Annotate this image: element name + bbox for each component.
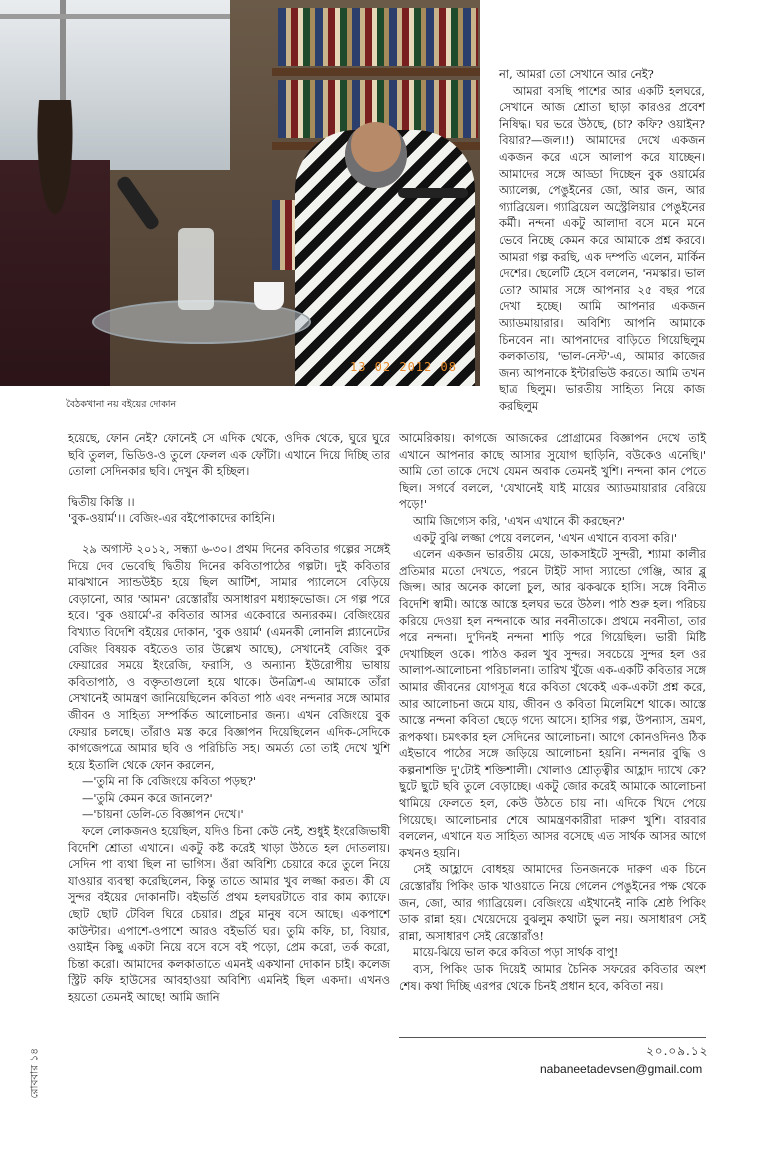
dialogue-line: —'তুমি না কি বেজিংয়ে কবিতা পড়ছ?' [82, 774, 257, 789]
paragraph: ব্যস, পিকিং ডাক দিয়েই আমার চৈনিক সফরের কবিতার অংশ শেষ। কথা দিচ্ছি এরপর থেকে চিনই প্রধান হবে, কবিতা নয়। [399, 962, 706, 993]
page-footer-folio [20, 1038, 40, 1098]
paragraph: আমি জিগ্যেস করি, 'এখন এখানে কী করছেন?' [413, 513, 625, 528]
paragraph: না, আমরা তো সেখানে আর নেই? [499, 67, 654, 81]
article-date: ২০.০৯.১২ [646, 1044, 709, 1058]
paragraph: একটু বুঝি লজ্জা পেয়ে বললেন, 'এখন এখানে ব্যবসা করি।' [413, 530, 678, 545]
divider [399, 1037, 706, 1038]
water-jug [178, 228, 214, 310]
paragraph: হয়েছে, ফোন নেই? ফোনেই সে এদিক থেকে, ওদিক থেকে, ঘুরে ঘুরে ছবি তুলল, ভিডিও-ও তুলে ফেলল এক ফোঁটা। এখানে দিয়ে দিচ্ছি তার তোলা সেদিনকার ছবি। দেখুন কী হচ্ছিল। [68, 431, 390, 479]
dialogue-line: —'চায়না ডেলি-তে বিজ্ঞাপন দেখে।' [82, 807, 244, 822]
paragraph: এলেন একজন ভারতীয় মেয়ে, ডাকসাইটে সুন্দরী, শ্যামা কালীর প্রতিমার মতো দেখতে, পরনে টাইট সাদা স্যান্ডো গেঞ্জি, আর ব্লু জিন্স। আর অনেক কালো চুল, আর ঝকঝকে হাসি। সঙ্গে বিনীত বিদেশি স্বামী। আস্তে আস্তে হলঘর ভরে উঠল। পাঠ শুরু হল। পরিচয় করিয়ে দেওয়া হল নন্দনাকে আর নবনীতাকে। প্রথমে নবনীতা, তার পরে নন্দনা। দু'দিনই নন্দনা শাড়ি পরে গিয়েছিল। ভারী মিষ্টি দেখাচ্ছিল ওকে। পাঠও করল খুব সুন্দর। সবচেয়ে সুন্দর হল ওর আলাপ-আলোচনা পরিচালনা। তারিখ খুঁজে এক-একটি কবিতার সঙ্গে আমার জীবনের যোগসূত্র ধরে কবিতা থেকেই এক-একটা প্রশ্ন করে, আর আলোচনা জমে যায়, জীবন ও কবিতা মিলেমিশে থাকে। আস্তে আস্তে নন্দনা কবিতা ছেড়ে গদ্যে আসে। হাসির গল্প, উপন্যাস, ভ্রমণ, রূপকথা। চমৎকার হল সেদিনের আলোচনা। আগে কোনওদিনও ঠিক এইভাবে পাঠের সঙ্গে জড়িয়ে আলোচনা হয়নি। নন্দনার বুদ্ধি ও কল্পনাশক্তি দু'টোই শক্তিশালী। খোলাও শ্রোতৃত্বীর আহ্লাদ দ্যাখে কে? ছুটে ছুটে ছবি তুলে বেড়াচ্ছে। একটু জোর করেই আমাকে আলোচনা থামিয়ে ফেলতে হল, কেউ উঠতে চায় না। এদিকে খিদে পেয়ে গিয়েছে। আলোচনার শেষে আমন্ত্রণকারীরা দারুণ খুশি। বারবার বললেন, এখানে যত সাহিত্য আসর বসেছে এত সার্থক আসর আগে কখনও হয়নি। [399, 547, 706, 860]
shelf [272, 68, 480, 76]
reader-woman [0, 100, 110, 386]
section-subheading: 'বুক-ওয়ার্ম'।। বেজিং-এর বইপোকাদের কাহিনি। [68, 511, 275, 526]
bookshelf-row [278, 8, 478, 66]
photo-caption: বৈঠকখানা নয় বইয়ের দোকান [66, 399, 177, 410]
article-photo [0, 0, 480, 386]
teacup [254, 282, 284, 310]
paragraph: আমরা বসছি পাশের আর একটি হলঘরে, সেখানে আজ শ্রোতা ছাড়া কারওর প্রবেশ নিষিদ্ধ। ঘর ভরে উঠছে, (চা? কফি? ওয়াইন? বিয়ার?—জল।!) আমাদের দেখে একজন একজন করে এসে আলাপ করে যাচ্ছেন। আমাদের সঙ্গে আড্ডা দিচ্ছেন বুক ওয়ার্মের অ্যালেক্স, পেঙুইনের জো, আর জন, আর গ্যাব্রিয়েল। গ্যাব্রিয়েল অস্ট্রেলিয়ার পেঙুইনের কর্মী। নন্দনা একটু আলাদা বসে মনে মনে ভেবে নিচ্ছে কেমন করে আমাকে প্রশ্ন করবে। আমরা গল্প করছি, এক দম্পতি এলেন, মার্কিন দেশের। ছেলেটি হেসে বললেন, 'নমস্কার। ভাল তো? আমার সঙ্গে আপনার ২৫ বছর পরে দেখা হচ্ছে। আমি আপনার একজন অ্যাডমায়ারার। অবিশ্যি আপনি আমাকে চিনবেন না। আপনাদের বাড়িতে গিয়েছিলুম কলকাতায়, 'ভাল-নেস্ট'-এ, আমার কাজের জন্য আপনাকে ইন্টারভিউ করতে। আমি তখন ছাত্র ছিলুম। ভারতীয় সাহিত্য নিয়ে কাজ করছিলুম [499, 83, 705, 413]
right-top-column [499, 66, 705, 414]
microphone [115, 174, 161, 231]
author-face [345, 122, 407, 188]
paragraph: সেই আহ্লাদে বোধহয় আমাদের তিনজনকে দারুণ এক চিনে রেস্তোরাঁয় পিকিং ডাক খাওয়াতে নিয়ে গেলেন পেঙুইনের পক্ষ থেকে জন, জো, আর গ্যাব্রিয়েল। বেজিংয়ে এইখানেই নাকি শ্রেষ্ঠ পিকিং ডাক রান্না হয়। খেয়েদেয়ে বুঝলুম কথাটা ভুল নয়। অসাধারণ সেই রান্না, অসাধারণ সেই রেস্তোরাঁও! [399, 862, 706, 943]
author-email[interactable]: nabaneetadevsen@gmail.com [540, 1062, 703, 1076]
left-column [68, 430, 390, 1006]
magazine-name: রোববার ১৪ [28, 1047, 41, 1099]
microphone [398, 188, 468, 198]
date-stamp: 13 02 2012 08 [350, 360, 457, 374]
paragraph: ফলে লোকজনও হয়েছিল, যদিও চিনা কেউ নেই, শুধুই ইংরেজিভাষী বিদেশি শ্রোতা এখানে। একটু কষ্ট করেই খাড়া উঠতে হল দোতলায়। সেদিন পা ব্যথা ছিল না ভাগিস। ওঁরা অবিশ্যি চেয়ারে করে তুলে নিয়ে যাওয়ার ব্যবস্থা করেছিলেন, কিন্তু তাতে আমার খুব লজ্জা করত। কী যে সুন্দর বইয়ের দোকানটি। বইভর্তি প্রথম হলঘরটাতে বার কাম ক্যাফে। ছোট ছোট টেবিল ঘিরে চেয়ার। প্রচুর মানুষ বসে আছে। একপাশে কাউন্টার। এপাশে-ওপাশে আরও বইভর্তি ঘর। তুমি কফি, চা, বিয়ার, ওয়াইন কিছু একটা নিয়ে বসে বসে বই পড়ো, প্রেম করো, তর্ক করো, চিন্তা করো। আমাদের কলকাতাতে এমনই একখানা দোকান চাই। কলেজ স্ট্রিট কফি হাউসের আবহাওয়া অবিশ্যি এমনিই ছিল একদা। এখনও হয়তো তেমনই আছে! আমি জানি [68, 824, 390, 1004]
paragraph: ২৯ অগাস্ট ২০১২, সন্ধ্যা ৬-৩০। প্রথম দিনের কবিতার গল্পের সঙ্গেই দিয়ে দেব ভেবেছি দ্বিতীয় দিনের কবিতাপাঠের গল্পটা। দুই কবিতার মাঝখানে স্যান্ডউইচ হয়ে ছিল আটিশ, সামার প্যালেসে বেড়িয়ে বেড়ানো, আর 'আমন' রেস্তোরাঁয় অসাধারণ মধ্যাহ্নভোজ। সে গল্প পরে হবে। 'বুক ওয়ার্মে'-র কবিতার আসর একেবারে অন্যরকম। বেজিংয়ের বিখ্যাত বিদেশি বইয়ের দোকান, 'বুক ওয়ার্ম' (এমনকী লোনলি প্ল্যানেটের বেজিং বিষয়ক বইতেও তার উল্লেখ আছে), সেখানেই বেজিং বুক ফেয়ারের সময়ে ইংরেজি, ফরাসি, ও অন্যান্য ইউরোপীয় ভাষায় কবিতাপাঠ, ও বক্তৃতাগুলো হয়ে থাকে। উনত্রিশ-এ আমাকে তাঁরা সেখানেই আমন্ত্রণ জানিয়েছিলেন কবিতা পাঠ এবং নন্দনার সঙ্গে আমার জীবন ও সাহিত্য সম্পর্কিত আলোচনার জন্য। এখন বেজিংয়ে বুক ফেয়ার চলছে। তাঁরাও মস্ত করে বিজ্ঞাপন দিয়েছিলেন এদিক-সেদিকে কাগজেপত্রে আমার ছবি ও পরিচিতি সহ। অমর্ত্য তো তাই দেখে খুশি হয়ে ইতালি থেকে ফোন করলেন, [68, 541, 390, 772]
section-heading: দ্বিতীয় কিস্তি ।। [68, 494, 135, 509]
paragraph: মায়ে-ঝিয়ে ভাল করে কবিতা পড়া সার্থক বাপু! [413, 945, 619, 960]
right-column [399, 430, 706, 994]
dialogue-line: —'তুমি কেমন করে জানলে?' [82, 790, 213, 805]
paragraph: আমেরিকায়। কাগজে আজকের প্রোগ্রামের বিজ্ঞাপন দেখে তাই এখানে আপনার কাছে আসার সুযোগ ছাড়িনি, বউকেও এনেছি।' আমি তো তাকে দেখে যেমন অবাক তেমনই খুশি। নন্দনা কান পেতে ছিল। সগর্বে বললে, 'যেখানেই যাই মায়ের অ্যাডমায়ারার বেরিয়ে পড়ে!' [399, 431, 706, 512]
